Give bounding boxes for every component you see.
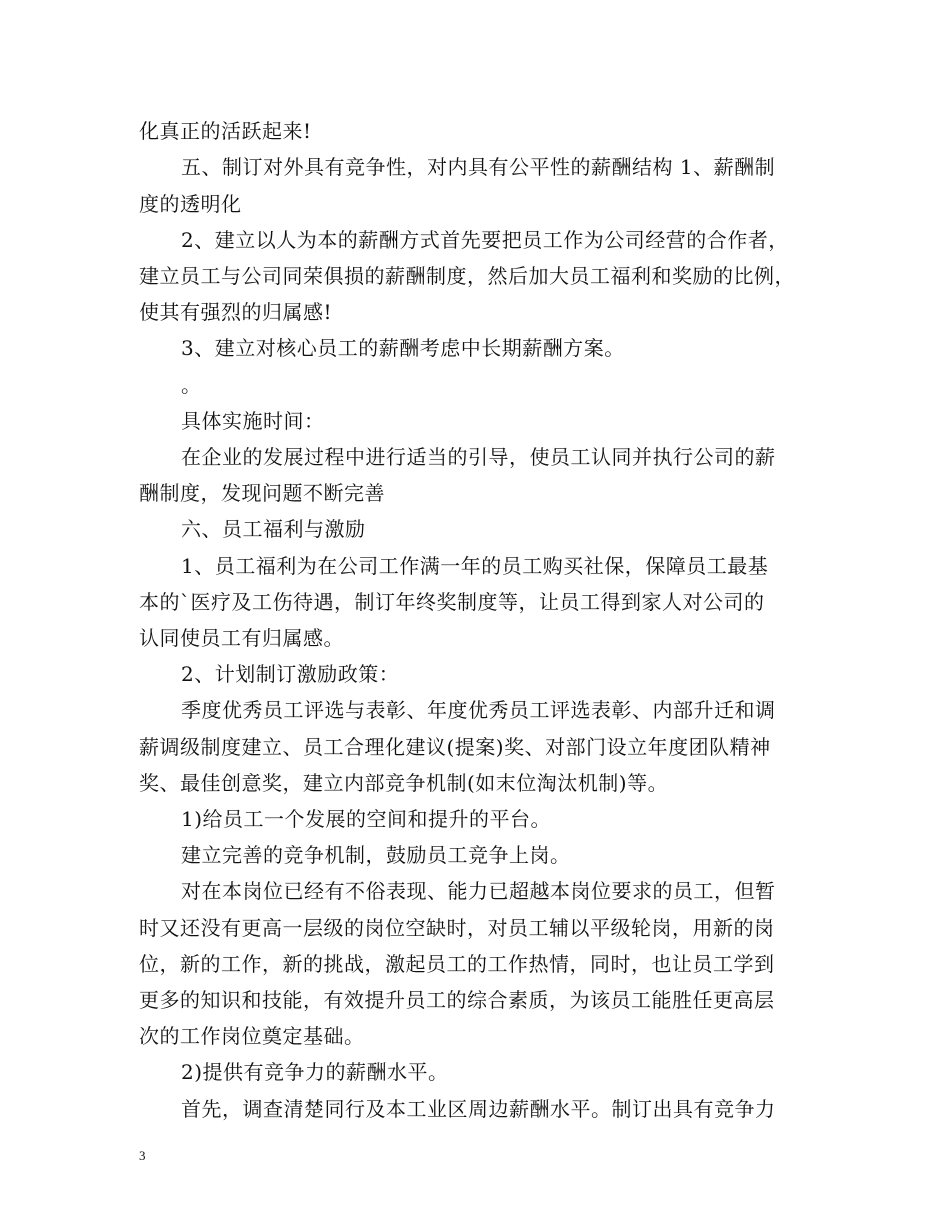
section-heading: 六、员工福利与激励 [181, 517, 366, 541]
text-line: 季度优秀员工评选与表彰、年度优秀员工评选表彰、内部升迁和调 [181, 698, 776, 722]
text-line: 本的`医疗及工伤待遇，制订年终奖制度等，让员工得到家人对公司的 [139, 590, 765, 614]
text-line: 1)给员工一个发展的空间和提升的平台。 [181, 807, 552, 831]
text-line: 对在本岗位已经有不俗表现、能力已超越本岗位要求的员工，但暂 [181, 879, 776, 903]
text-line: 2、计划制订激励政策： [181, 662, 400, 686]
text-line: 1、员工福利为在公司工作满一年的员工购买社保，保障员工最基 [181, 554, 769, 578]
text-line: 化真正的活跃起来! [139, 119, 312, 143]
text-line: 建立完善的竞争机制，鼓励员工竞争上岗。 [181, 843, 571, 867]
text-line: 2)提供有竞争力的薪酬水平。 [181, 1060, 449, 1084]
text-line: 在企业的发展过程中进行适当的引导，使员工认同并执行公司的薪 [181, 445, 776, 469]
text-line: 时又还没有更高一层级的岗位空缺时，对员工辅以平级轮岗，用新的岗 [139, 916, 775, 940]
text-line: 认同使员工有归属感。 [139, 626, 344, 650]
text-line: 具体实施时间： [181, 409, 325, 433]
text-line: 度的透明化 [139, 192, 242, 216]
text-line: 薪调级制度建立、员工合理化建议(提案)奖、对部门设立年度团队精神 [139, 735, 771, 759]
text-line: 使其有强烈的归属感! [139, 300, 333, 324]
text-line: 奖、最佳创意奖，建立内部竞争机制(如末位淘汰机制)等。 [139, 771, 669, 795]
text-line: 五、制订对外具有竞争性，对内具有公平性的薪酬结构 1、薪酬制 [181, 155, 776, 179]
text-line: 3、建立对核心员工的薪酬考虑中长期薪酬方案。 [181, 336, 625, 360]
text-line: 更多的知识和技能，有效提升员工的综合素质，为该员工能胜任更高层 [139, 988, 775, 1012]
text-line: 次的工作岗位奠定基础。 [139, 1024, 365, 1048]
text-line: 位，新的工作，新的挑战，激起员工的工作热情，同时，也让员工学到 [139, 952, 775, 976]
text-line: 首先，调查清楚同行及本工业区周边薪酬水平。制订出具有竞争力 [181, 1097, 776, 1121]
text-line: 。 [181, 373, 202, 397]
text-line: 酬制度，发现问题不断完善 [139, 481, 385, 505]
text-line: 2、建立以人为本的薪酬方式首先要把员工作为公司经营的合作者， [181, 228, 789, 252]
page-number: 3 [139, 1148, 146, 1163]
text-line: 建立员工与公司同荣俱损的薪酬制度，然后加大员工福利和奖励的比例， [139, 264, 795, 288]
